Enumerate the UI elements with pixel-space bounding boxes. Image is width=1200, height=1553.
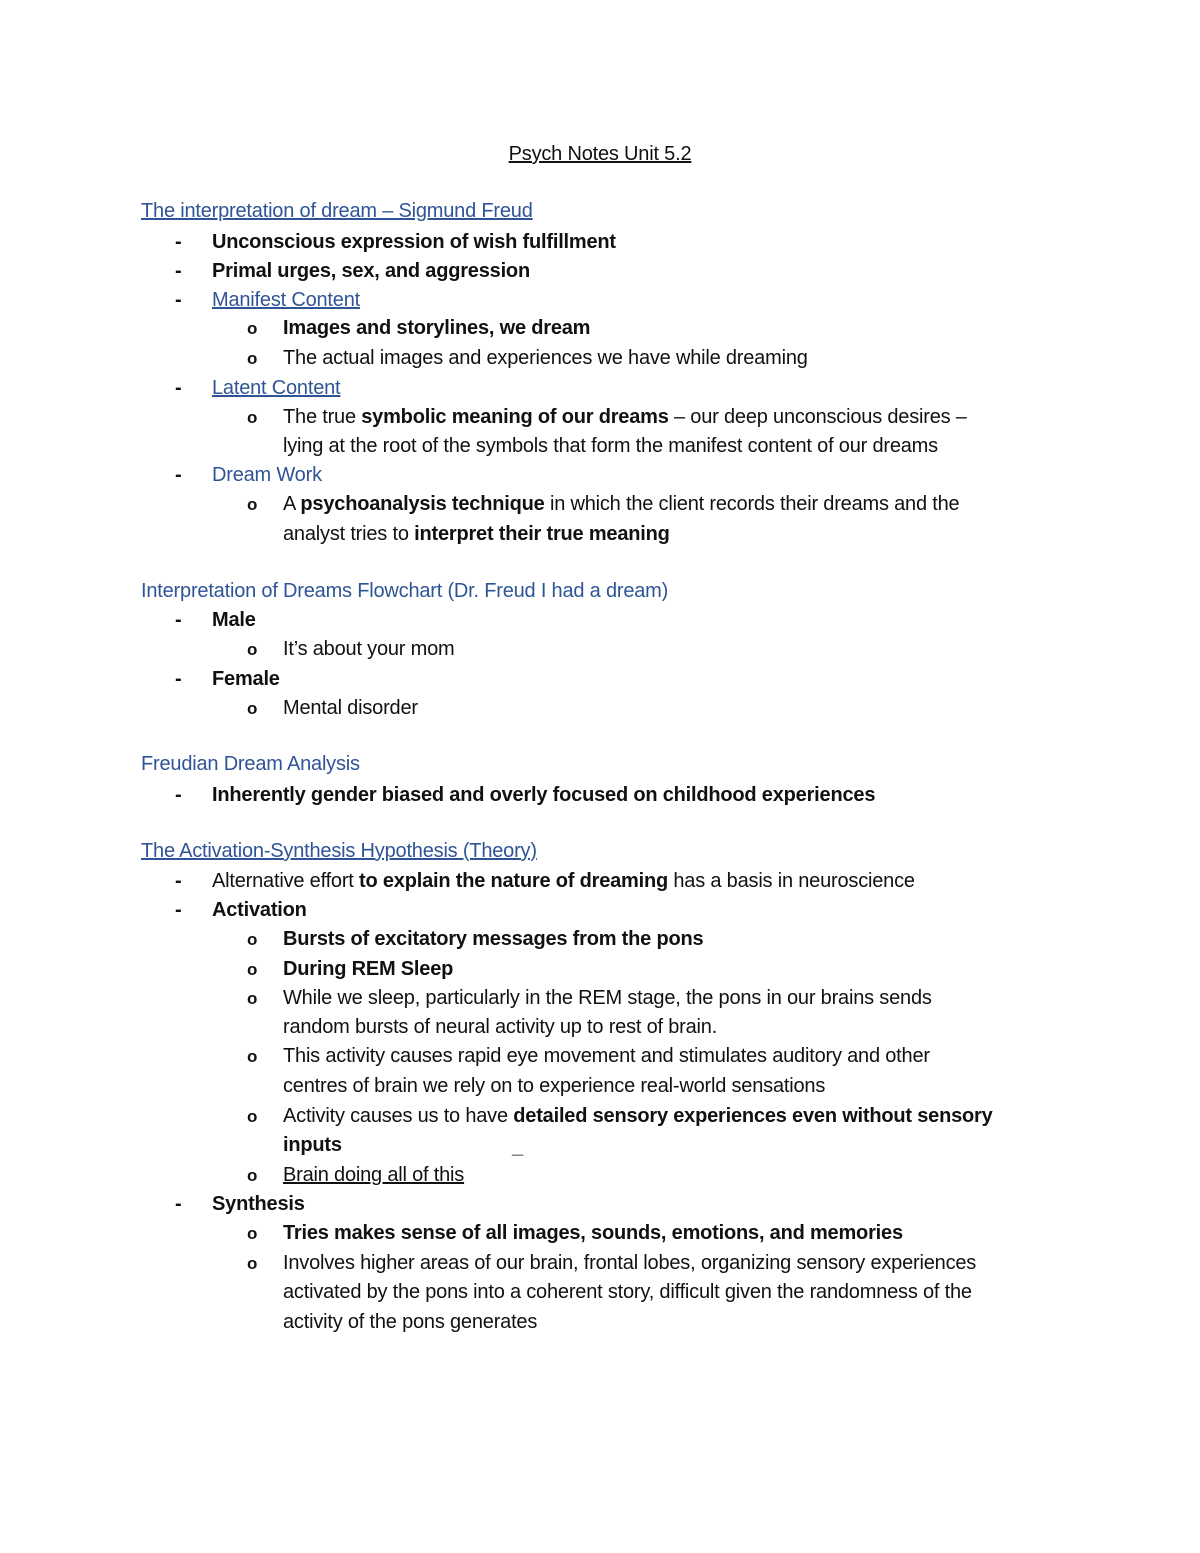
circle-bullet: o [247,640,258,659]
sub-item [0,403,1200,432]
item-text: Tries makes sense of all images, sounds, emotions, and memories [283,1222,903,1244]
circle-bullet: o [247,1107,258,1126]
item-text: Bursts of excitatory messages from the pons [283,928,704,950]
item-text: Images and storylines, we dream [283,317,591,339]
sub-item [0,1161,1200,1190]
circle-bullet: o [247,1166,258,1185]
manifest-content-label: Manifest Content [212,289,360,311]
item-text: The true symbolic meaning of our dreams – our deep unconscious desires – [283,406,967,428]
sub-item [0,1219,1200,1248]
item-text: Mental disorder [283,697,418,719]
sub-item [0,694,1200,723]
dash-bullet: - [175,231,182,253]
circle-bullet: o [247,1047,258,1066]
circle-bullet: o [247,319,258,338]
circle-bullet: o [247,989,258,1008]
list-item [0,665,1200,694]
list-item [0,606,1200,635]
dash-bullet: - [175,289,182,311]
sub-item [0,314,1200,343]
item-text: Inherently gender biased and overly focused on childhood experiences [212,784,876,806]
item-text: activated by the pons into a coherent story, difficult given the randomness of the [283,1281,972,1303]
sub-item-continuation [0,520,1200,549]
stray-mark: _ [512,1136,524,1158]
item-text: Brain doing all of this [283,1164,465,1186]
sub-item [0,1102,1200,1131]
sub-item-continuation [0,1072,1200,1101]
sub-item-continuation [0,432,1200,461]
sub-item [0,344,1200,373]
heading-analysis: Freudian Dream Analysis [141,753,360,775]
circle-bullet: o [247,1224,258,1243]
heading-freud: The interpretation of dream – Sigmund Freud [141,200,533,222]
item-text: activity of the pons generates [283,1311,538,1333]
circle-bullet: o [247,495,258,514]
dash-bullet: - [175,784,182,806]
dash-bullet: - [175,260,182,282]
item-text: lying at the root of the symbols that form the manifest content of our dreams [283,435,938,457]
page-title: Psych Notes Unit 5.2 [508,143,692,165]
circle-bullet: o [247,960,258,979]
circle-bullet: o [247,930,258,949]
item-text: It’s about your mom [283,638,455,660]
sub-item-continuation [0,1131,1200,1160]
item-text: While we sleep, particularly in the REM stage, the pons in our brains sends [283,987,932,1009]
item-text: inputs [283,1134,342,1156]
circle-bullet: o [247,349,258,368]
circle-bullet: o [247,408,258,427]
dash-bullet: - [175,1193,182,1215]
item-text: random bursts of neural activity up to rest of brain. [283,1016,718,1038]
dash-bullet: - [175,899,182,921]
dash-bullet: - [175,377,182,399]
item-text: Female [212,668,280,690]
sub-item [0,955,1200,984]
item-text: Primal urges, sex, and aggression [212,260,530,282]
dash-bullet: - [175,464,182,486]
circle-bullet: o [247,1254,258,1273]
list-item [0,867,1200,896]
dash-bullet: - [175,668,182,690]
item-text: The actual images and experiences we have while dreaming [283,347,808,369]
dash-bullet: - [175,870,182,892]
synthesis-label: Synthesis [212,1193,305,1215]
item-text: analyst tries to interpret their true meaning [283,523,670,545]
list-item [0,781,1200,810]
sub-item-continuation [0,1278,1200,1307]
sub-item [0,1249,1200,1278]
list-item [0,257,1200,286]
sub-item [0,925,1200,954]
circle-bullet: o [247,699,258,718]
sub-item [0,490,1200,519]
list-item [0,228,1200,257]
list-item [0,286,1200,315]
sub-item [0,1042,1200,1071]
sub-item-continuation [0,1013,1200,1042]
item-text: centres of brain we rely on to experience real-world sensations [283,1075,826,1097]
list-item [0,461,1200,490]
item-text: Unconscious expression of wish fulfillment [212,231,616,253]
sub-item [0,635,1200,664]
item-text: Alternative effort to explain the nature of dreaming has a basis in neuroscience [212,870,915,892]
item-text: Male [212,609,256,631]
heading-flowchart: Interpretation of Dreams Flowchart (Dr. Freud I had a dream) [141,580,669,602]
item-text: This activity causes rapid eye movement and stimulates auditory and other [283,1045,930,1067]
activation-label: Activation [212,899,307,921]
heading-activation-synthesis: The Activation-Synthesis Hypothesis (Theory) [141,840,537,862]
latent-content-label: Latent Content [212,377,341,399]
item-text: Involves higher areas of our brain, frontal lobes, organizing sensory experiences [283,1252,977,1274]
list-item [0,374,1200,403]
sub-item-continuation [0,1308,1200,1337]
dash-bullet: - [175,609,182,631]
list-item [0,896,1200,925]
dream-work-label: Dream Work [212,464,322,486]
item-text: Activity causes us to have detailed sensory experiences even without sensory [283,1105,993,1127]
sub-item [0,984,1200,1013]
item-text: A psychoanalysis technique in which the client records their dreams and the [283,493,960,515]
list-item [0,1190,1200,1219]
item-text: During REM Sleep [283,958,454,980]
